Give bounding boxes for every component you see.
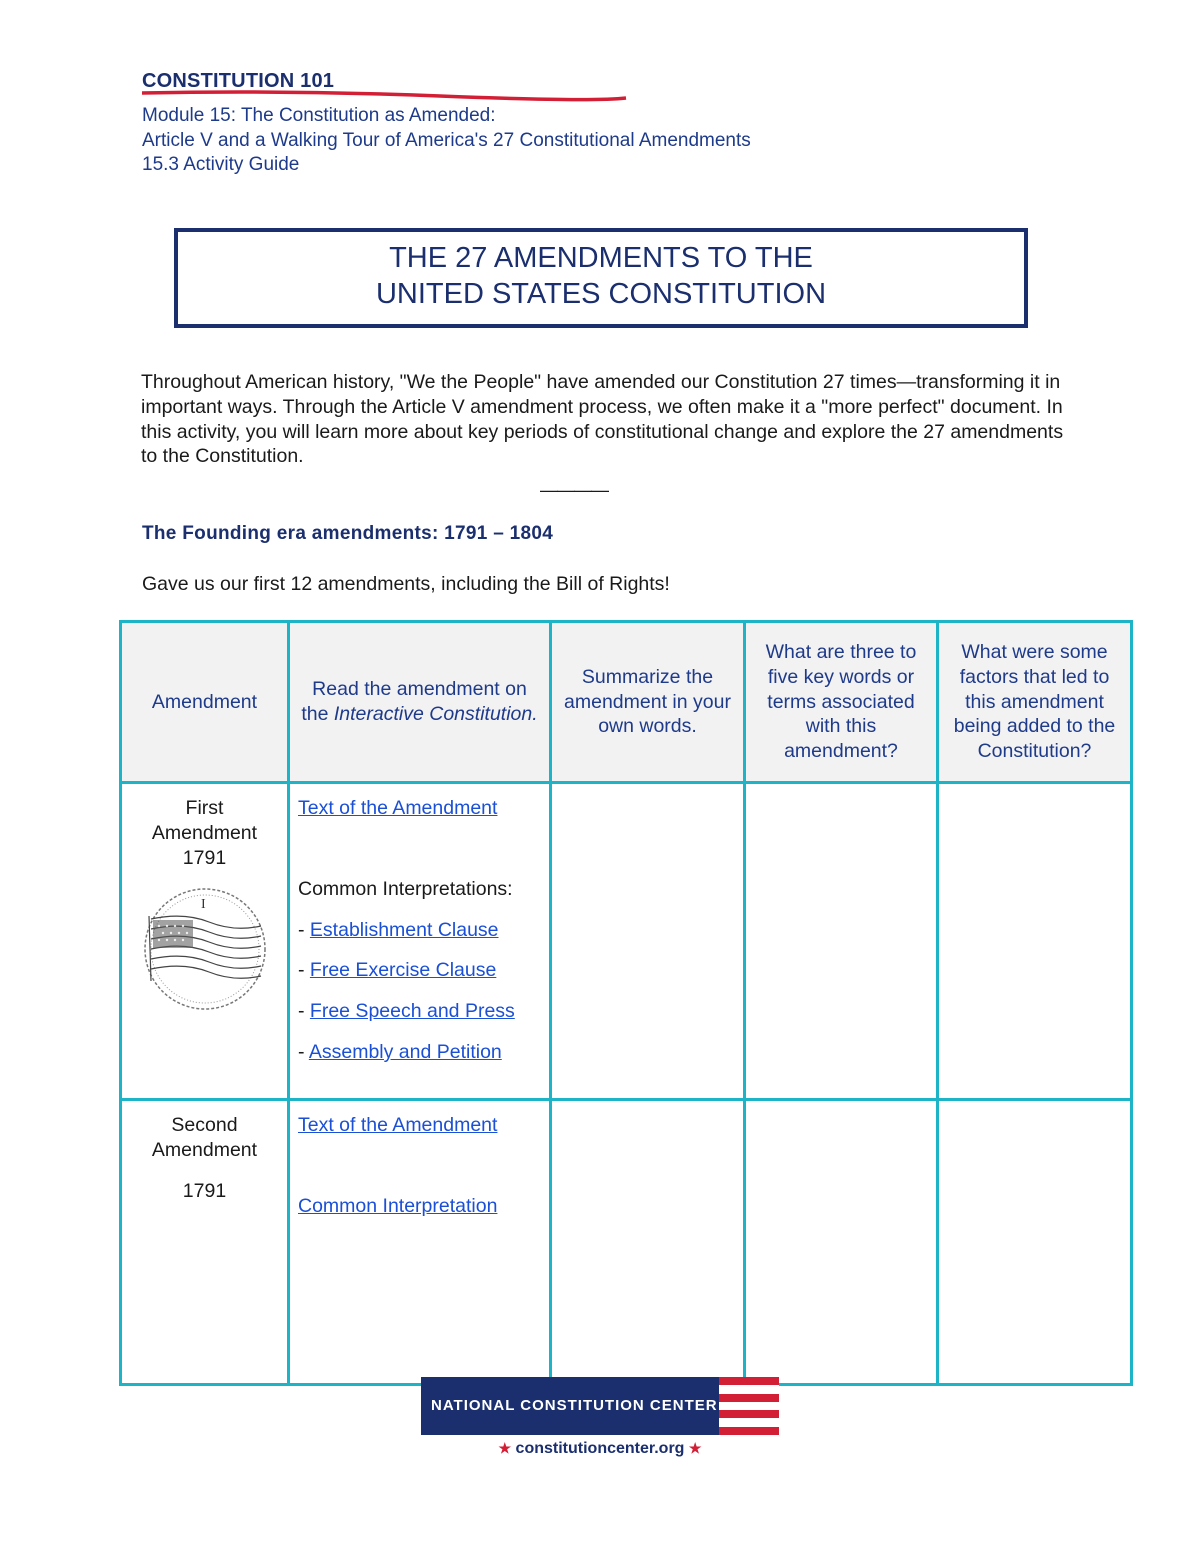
star-icon: ★ xyxy=(498,1440,512,1456)
assembly-petition-link[interactable]: Assembly and Petition xyxy=(308,1040,502,1063)
list-item: - Establishment Clause xyxy=(298,918,499,941)
keywords-answer-cell[interactable] xyxy=(745,1100,938,1385)
page-title-box xyxy=(174,228,1028,328)
header-factors: What were some factors that led to this amendment being added to the Constitution? xyxy=(938,622,1132,783)
logo-stripes-icon xyxy=(719,1377,779,1435)
table-row xyxy=(121,783,1132,1100)
era-subtext: Gave us our first 12 amendments, including the Bill of Rights! xyxy=(142,573,670,595)
establishment-clause-link[interactable]: Establishment Clause xyxy=(309,918,499,941)
page-title-line-1: THE 27 AMENDMENTS TO THE xyxy=(389,242,813,274)
table-header-row xyxy=(121,622,1132,783)
list-item: - Free Exercise Clause xyxy=(298,959,497,982)
amendment-name: First Amendment xyxy=(151,797,258,844)
text-of-amendment-link[interactable]: Text of the Amendment xyxy=(298,797,498,819)
module-header xyxy=(142,104,751,178)
first-amendment-seal-icon xyxy=(139,886,271,1012)
header-keywords: What are three to five key words or terms associated with this amendment? xyxy=(745,622,938,783)
amendment-cell xyxy=(121,1100,289,1385)
era-heading: The Founding era amendments: 1791 – 1804 xyxy=(142,523,554,544)
amendment-year: 1791 xyxy=(182,1179,227,1202)
footer-url xyxy=(421,1440,779,1458)
logo-text: NATIONAL CONSTITUTION CENTER xyxy=(421,1377,719,1435)
read-links-cell xyxy=(289,783,551,1100)
header-read xyxy=(289,622,551,783)
free-exercise-clause-link[interactable]: Free Exercise Clause xyxy=(309,959,497,982)
brand-underline xyxy=(140,90,628,102)
read-links-cell xyxy=(289,1100,551,1385)
table-row xyxy=(121,1100,1132,1385)
module-subtitle: Article V and a Walking Tour of America's 27 Constitutional Amendments xyxy=(142,129,751,151)
free-speech-press-link[interactable]: Free Speech and Press xyxy=(309,1000,515,1023)
factors-answer-cell[interactable] xyxy=(938,1100,1132,1385)
amendment-year: 1791 xyxy=(182,846,227,869)
keywords-answer-cell[interactable] xyxy=(745,783,938,1100)
summary-answer-cell[interactable] xyxy=(551,783,745,1100)
module-line: Module 15: The Constitution as Amended: xyxy=(142,105,496,126)
header-amendment: Amendment xyxy=(121,622,289,783)
list-item: - Assembly and Petition xyxy=(298,1040,502,1063)
amendment-cell xyxy=(121,783,289,1100)
amendments-table xyxy=(119,620,1133,1386)
common-interpretations-label: Common Interpretations: xyxy=(298,877,513,900)
header-read-text: Read the amendment on the xyxy=(301,678,527,725)
common-interpretation-link[interactable]: Common Interpretation xyxy=(298,1194,498,1217)
header-read-italic: Interactive Constitution. xyxy=(333,703,538,725)
intro-paragraph: Throughout American history, "We the People" have amended our Constitution 27 times—transforming it in important ways. Through the Article V amendment process, we often make it a "more perfect" document. In this activity, you will learn more about key periods of constitutional change and explore the 27 amendments to the Constitution. xyxy=(141,371,1064,468)
star-icon: ★ xyxy=(688,1440,702,1456)
page-title-line-2: UNITED STATES CONSTITUTION xyxy=(375,278,827,310)
list-item: - Free Speech and Press xyxy=(298,1000,515,1023)
amendment-name: Second Amendment xyxy=(151,1114,258,1161)
section-divider: ———— xyxy=(540,480,608,500)
seal-numeral: I xyxy=(200,897,206,913)
ncc-logo xyxy=(421,1377,779,1435)
footer-url-text: constitutioncenter.org xyxy=(515,1440,685,1457)
text-of-amendment-link[interactable]: Text of the Amendment xyxy=(298,1114,498,1136)
activity-guide-label: 15.3 Activity Guide xyxy=(142,154,300,175)
factors-answer-cell[interactable] xyxy=(938,783,1132,1100)
summary-answer-cell[interactable] xyxy=(551,1100,745,1385)
brand-title: CONSTITUTION 101 xyxy=(142,70,335,92)
header-summarize: Summarize the amendment in your own words. xyxy=(551,622,745,783)
